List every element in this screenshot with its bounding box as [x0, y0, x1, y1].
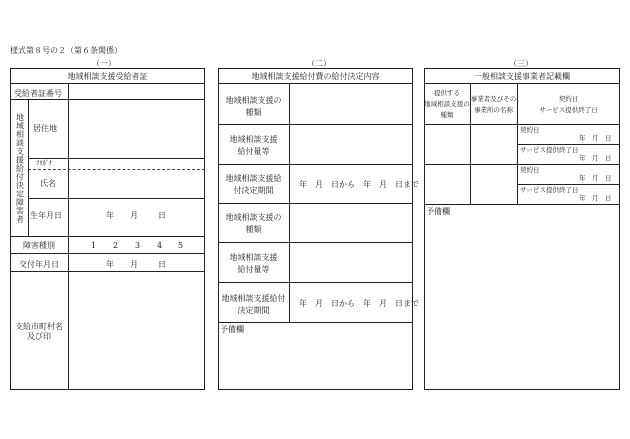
- contract-date-label: 契約日: [520, 126, 540, 134]
- form-title: 様式第８号の２（第６条関係）: [10, 46, 122, 55]
- disability-type-4: 4: [157, 241, 163, 250]
- panel-recipient-certificate: [10, 68, 205, 390]
- municipality-label: 支給市町村名: [15, 322, 63, 331]
- recipient-number-label: 受給者証番号: [14, 89, 62, 98]
- birthdate-month: 月: [130, 211, 138, 220]
- decision-period-label: 地域相談支援給: [225, 174, 282, 183]
- disability-type-1: 1: [91, 241, 97, 250]
- disability-type-label: 障害種別: [23, 241, 55, 250]
- service-end-label: サービス提供終了日: [520, 146, 579, 154]
- provider-name-header-2: 事業所の名称: [474, 106, 513, 114]
- provided-kind-header-3: 種類: [440, 111, 454, 119]
- decision-period-label-b2: 決定期間: [237, 306, 270, 315]
- provided-kind-header-2: 地域相談支援の: [424, 100, 470, 108]
- panel2-title: 地域相談支援給付費の給付決定内容: [251, 72, 380, 81]
- support-amount-label-b: 地域相談支援: [229, 253, 278, 262]
- furigana-label: ﾌﾘｶﾞﾅ: [36, 159, 53, 167]
- issue-month: 月: [130, 260, 138, 269]
- support-kind-label-2: 種類: [245, 108, 262, 117]
- issue-date-label: 交付年月日: [19, 260, 59, 269]
- support-kind-label-b2: 種類: [245, 225, 262, 234]
- provided-kind-header: 提供する: [434, 89, 460, 97]
- disability-type-3: 3: [135, 241, 141, 250]
- section-label-three: （三）: [509, 59, 533, 68]
- birthdate-day: 日: [158, 211, 166, 220]
- disability-type-2: 2: [113, 241, 119, 250]
- support-kind-label: 地域相談支援の: [225, 96, 282, 105]
- contract-date-ymd: 年 月 日: [579, 134, 612, 142]
- certified-person-vertical-label: 地域相談支援給付決定障害者: [15, 112, 25, 224]
- service-end-ymd: 年 月 日: [579, 154, 612, 162]
- provider-name-header: 事業者及びその: [470, 95, 517, 103]
- decision-period-value: 年 月 日から 年 月 日まで: [299, 180, 419, 189]
- address-label: 居住地: [33, 124, 57, 133]
- section-label-two: （二）: [307, 59, 331, 68]
- birthdate-label: 生年月日: [30, 211, 62, 220]
- panel1-title: 地域相談支援受給者証: [67, 72, 148, 81]
- issue-day: 日: [158, 260, 166, 269]
- decision-period-label-2: 付決定期間: [233, 186, 274, 195]
- birthdate-year: 年: [106, 211, 114, 220]
- panel2-notes-label: 予備欄: [220, 325, 244, 334]
- municipality-label-2: 及び印: [27, 332, 51, 341]
- support-amount-label-b2: 給付量等: [237, 265, 270, 274]
- service-end-label-b: サービス提供終了日: [520, 186, 579, 194]
- support-kind-label-b: 地域相談支援の: [225, 213, 282, 222]
- contract-date-label-b: 契約日: [520, 166, 540, 174]
- support-amount-label-2: 給付量等: [237, 147, 270, 156]
- decision-period-label-b: 地域相談支援給付: [221, 294, 286, 303]
- panel3-notes-label: 予備欄: [426, 207, 450, 216]
- service-end-ymd-b: 年 月 日: [579, 194, 612, 202]
- contract-date-header: 契約日: [558, 95, 579, 103]
- decision-period-value-b: 年 月 日から 年 月 日まで: [299, 299, 419, 308]
- section-label-one: （一）: [92, 59, 116, 68]
- panel3-title: 一般相談支援事業者記載欄: [474, 72, 570, 81]
- service-end-header: サービス提供終了日: [539, 106, 598, 114]
- issue-year: 年: [106, 260, 114, 269]
- disability-type-5: 5: [178, 241, 184, 250]
- name-label: 氏名: [40, 179, 56, 188]
- contract-date-ymd-b: 年 月 日: [579, 174, 612, 182]
- support-amount-label: 地域相談支援: [229, 135, 278, 144]
